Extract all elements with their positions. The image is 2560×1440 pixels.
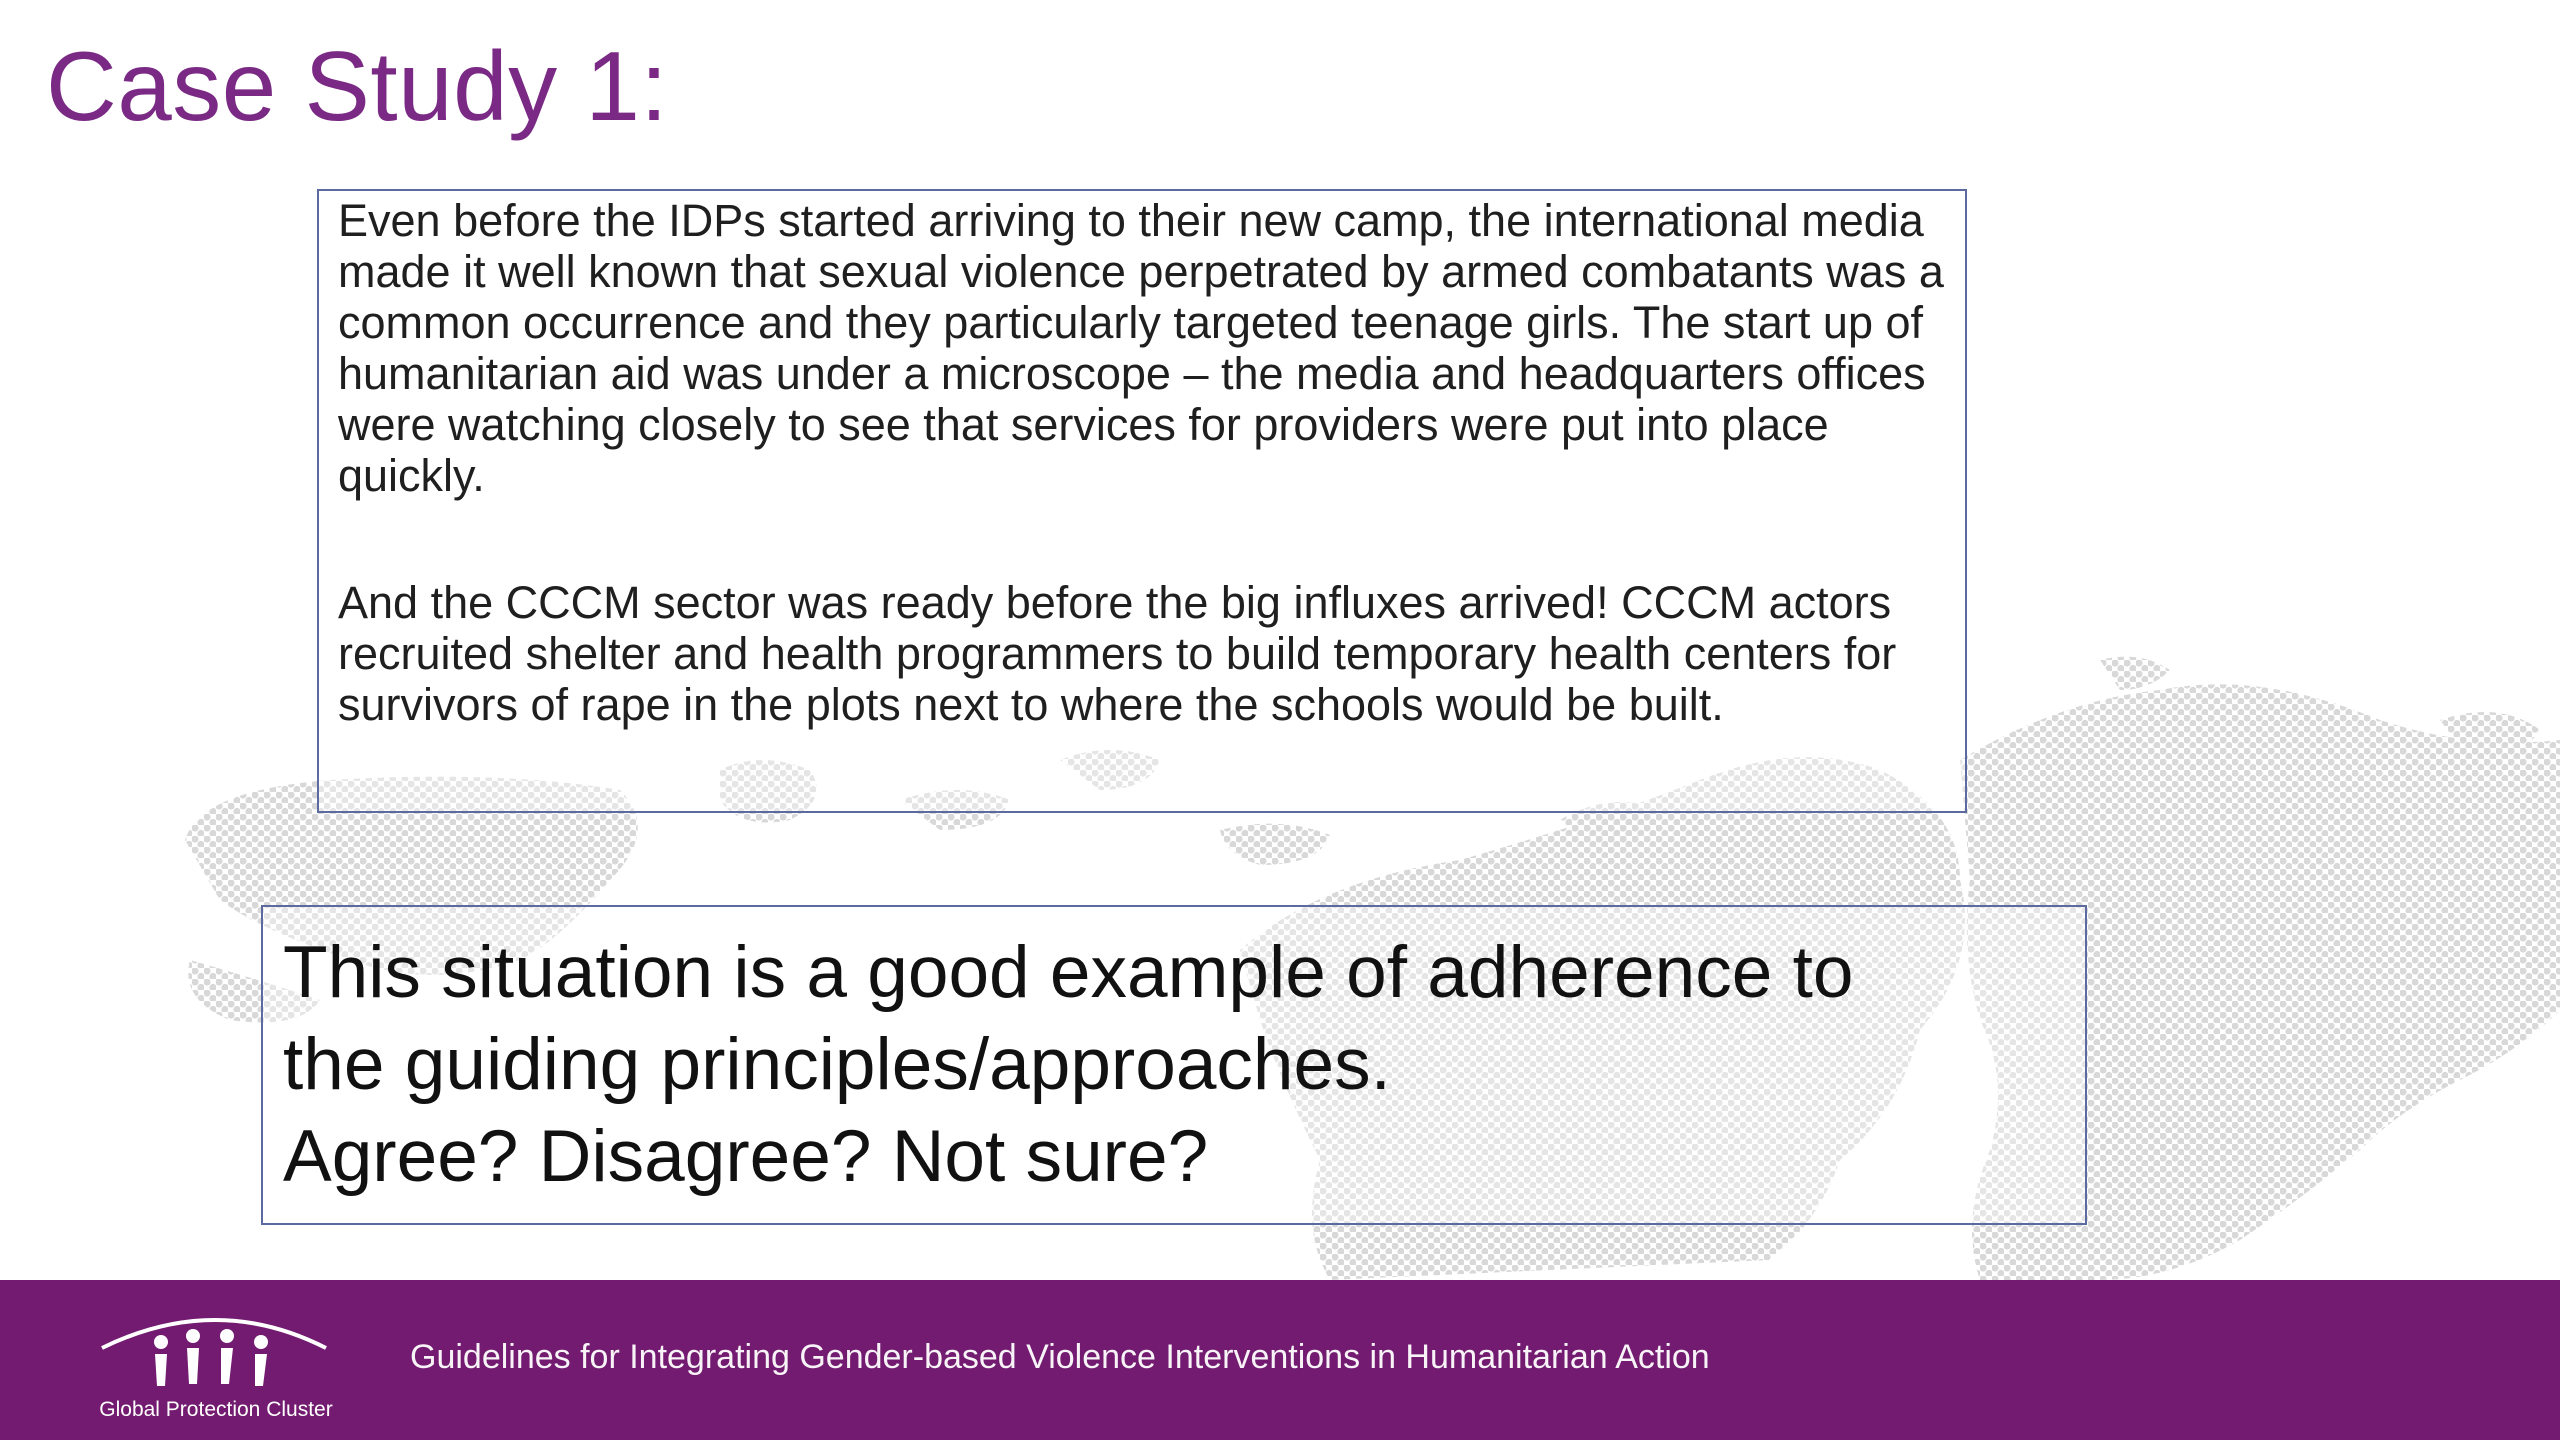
slide-title: Case Study 1: [46,31,669,141]
case-description-box [317,189,1967,813]
global-protection-cluster-logo [76,1300,356,1428]
logo-people-icon [76,1300,356,1400]
question-line-3: Agree? Disagree? Not sure? [283,1116,1209,1197]
discussion-question-box [261,905,2087,1225]
question-line-2: the guiding principles/approaches. [283,1024,1391,1105]
case-paragraph-1: Even before the IDPs started arriving to their new camp, the international media made it well known that sexual violence perpetrated by armed combatants was a common occurrence and they particularly targeted teenage girls. The start up of humanitarian aid was under a microscope – the media and headquarters offices were watching closely to see that services for providers were put into place quickly. [338,195,1944,501]
logo-label: Global Protection Cluster [99,1398,333,1421]
case-paragraph-2: And the CCCM sector was ready before the big influxes arrived! CCCM actors recruited shelter and health programmers to build temporary health centers for survivors of rape in the plots next to where the schools would be built. [338,577,1897,730]
footer-bar [0,1280,2560,1440]
question-line-1: This situation is a good example of adherence to [283,932,1854,1013]
guideline-title: Guidelines for Integrating Gender-based Violence Interventions in Humanitarian Action [410,1338,1710,1376]
